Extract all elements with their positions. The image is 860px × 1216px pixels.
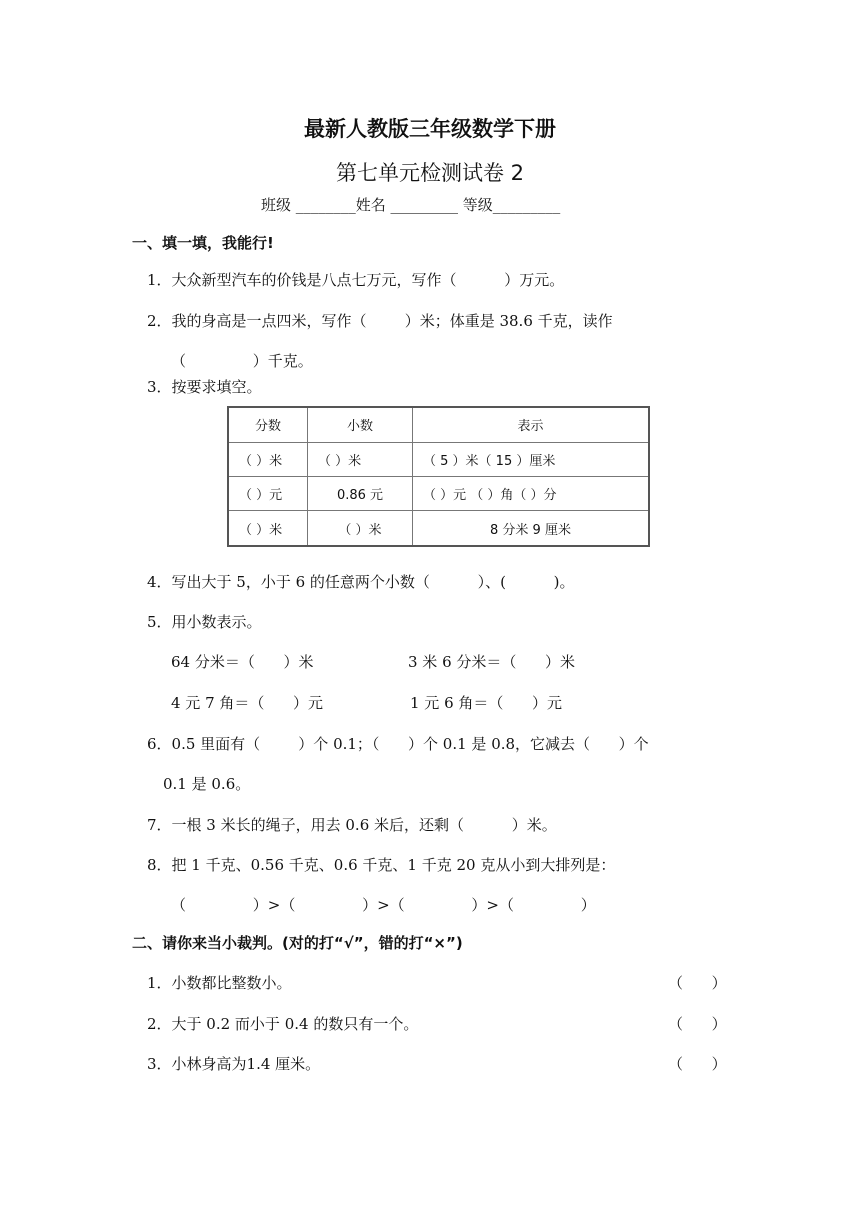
table-row [228, 442, 649, 476]
question-7: 7．一根 3 米长的绳子，用去 0.6 米后，还剩（ ）米。 [147, 816, 557, 834]
table-cell: （ 5 ）米（ 15 ）厘米 [413, 442, 650, 476]
section-2-heading: 二、请你来当小裁判。(对的打“√”，错的打“×”) [132, 934, 463, 952]
question-6-line-1: 6．0.5 里面有（ ）个 0.1；（ ）个 0.1 是 0.8，它减去（ ）个 [147, 735, 649, 753]
question-5-b: 3 米 6 分米＝（ ）米 [408, 653, 576, 671]
table-cell: （ ）米 [228, 511, 308, 546]
question-5-d: 1 元 6 角＝（ ）元 [410, 694, 563, 712]
question-5: 5．用小数表示。 [147, 613, 262, 631]
table-row [228, 511, 649, 546]
question-1: 1．大众新型汽车的价钱是八点七万元，写作（ ）万元。 [147, 271, 565, 289]
question-2-line-2: （ ）千克。 [171, 352, 313, 370]
question-3: 3．按要求填空。 [147, 378, 262, 396]
table-cell: （ ）元 （ ）角（ ）分 [413, 476, 650, 510]
page-subtitle: 第七单元检测试卷 2 [335, 161, 525, 185]
judge-mark-1: （ ） [668, 974, 727, 992]
table-header-row [228, 407, 649, 442]
table-header-fraction: 分数 [228, 407, 308, 442]
table-row [228, 476, 649, 510]
question-6-line-2: 0.1 是 0.6。 [163, 775, 251, 793]
page-title: 最新人教版三年级数学下册 [304, 117, 556, 141]
judge-item-2: 2．大于 0.2 而小于 0.4 的数只有一个。 [147, 1015, 419, 1033]
question-5-c: 4 元 7 角＝（ ）元 [171, 694, 324, 712]
judge-mark-3: （ ） [668, 1055, 727, 1073]
table-cell: （ ）米 [228, 442, 308, 476]
table-cell: 8 分米 9 厘米 [413, 511, 650, 546]
question-8-answer: （ ）>（ ）>（ ）>（ ） [171, 896, 596, 914]
table-cell: （ ）米 [308, 442, 413, 476]
judge-item-3: 3．小林身高为1.4 厘米。 [147, 1055, 321, 1073]
question-4: 4．写出大于 5，小于 6 的任意两个小数（ ）、( )。 [147, 573, 575, 591]
question-5-a: 64 分米＝（ ）米 [171, 653, 314, 671]
table-cell: （ ）元 [228, 476, 308, 510]
table-cell: 0.86 元 [308, 476, 413, 510]
question-2-line-1: 2．我的身高是一点四米，写作（ ）米；体重是 38.6 千克，读作 [147, 312, 613, 330]
table-cell: （ ）米 [308, 511, 413, 546]
table-header-represent: 表示 [413, 407, 650, 442]
section-1-heading: 一、填一填，我能行! [132, 234, 274, 252]
question-8: 8．把 1 千克、0.56 千克、0.6 千克、1 千克 20 克从小到大排列是： [147, 856, 616, 874]
judge-mark-2: （ ） [668, 1015, 727, 1033]
table-header-decimal: 小数 [308, 407, 413, 442]
conversion-table [227, 406, 650, 547]
student-info-line: 班级 ________姓名 _________ 等级_________ [261, 196, 561, 214]
judge-item-1: 1．小数都比整数小。 [147, 974, 292, 992]
